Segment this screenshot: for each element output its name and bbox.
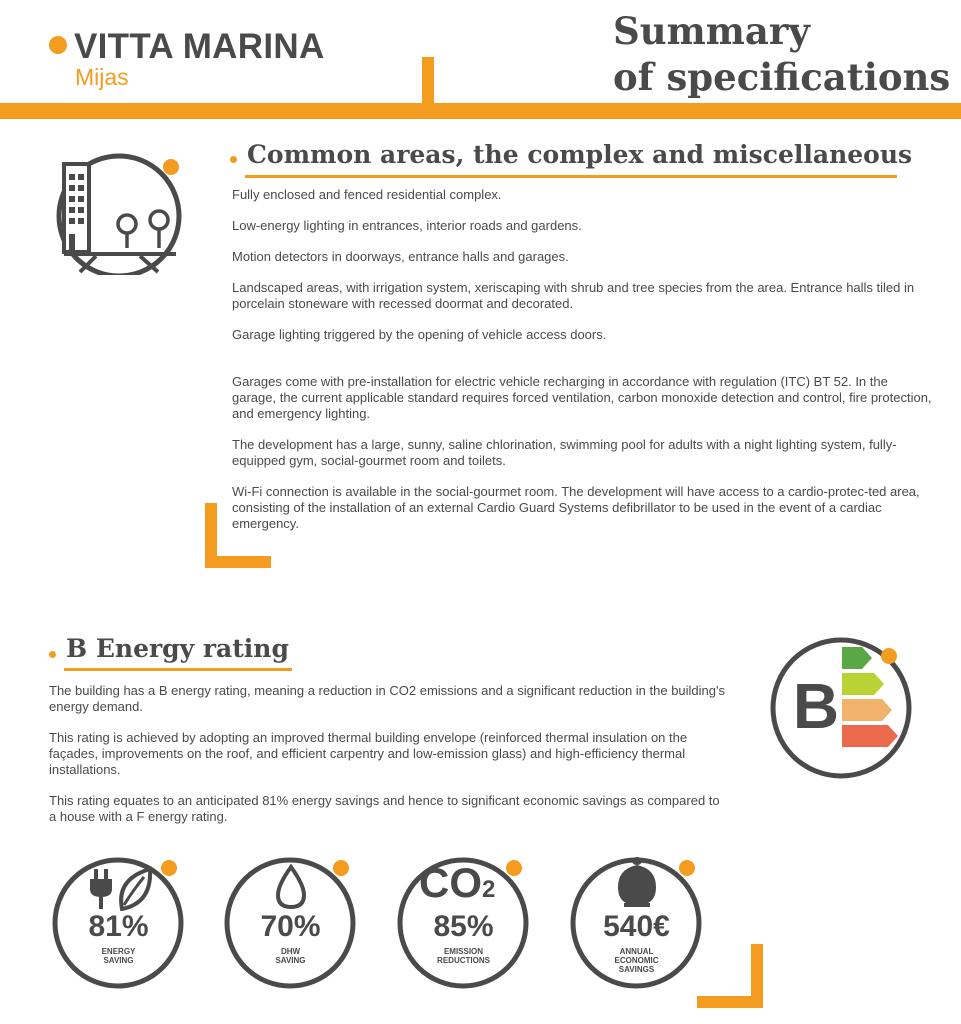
paragraph: Garages come with pre-installation for electric vehicle recharging in accordance with regulation (ITC) BT 52. In the garage, the current applicable standard requires forced ventilation, carbon monoxide detection and control, fire protection, and emergency lighting.	[232, 374, 932, 421]
paragraph: Low-energy lighting in entrances, interior roads and gardens.	[232, 218, 582, 233]
stat-label	[564, 947, 709, 974]
paragraph: The building has a B energy rating, meaning a reduction in CO2 emissions and a significant reduction in the building's energy demand.	[49, 683, 725, 714]
stat-label-line: SAVING	[103, 956, 134, 965]
paragraph: Wi-Fi connection is available in the social-gourmet room. The development will have access to a cardio-protec-ted area, consisting of the installation of an external Cardio Guard Systems defibrillator to be used in the event of a cardiac emergency.	[232, 484, 920, 531]
corner-bracket-decoration	[697, 996, 763, 1008]
stat-value: 85%	[433, 910, 494, 943]
energy-saving-stat	[46, 855, 191, 990]
section-bullet-icon	[49, 651, 56, 658]
header-tick-divider	[422, 57, 434, 107]
energy-rating-badge-icon	[766, 633, 916, 783]
energy-rating-heading: B Energy rating	[66, 634, 289, 663]
stat-label-line: SAVINGS	[618, 965, 655, 974]
co2-icon-text: CO	[419, 859, 482, 906]
page-title-line-1: Summary	[613, 9, 810, 53]
stat-label-line: DHW	[280, 947, 301, 956]
piggy-bank-icon	[616, 855, 658, 909]
stat-label-line: ENERGY	[101, 947, 136, 956]
co2-icon	[419, 859, 519, 909]
brand-city: Mijas	[75, 64, 129, 90]
water-drop-icon	[274, 863, 308, 911]
stat-label-line: REDUCTIONS	[437, 956, 490, 965]
co2-icon-subscript: 2	[482, 876, 496, 903]
paragraph: Landscaped areas, with irrigation system, xeriscaping with shrub and tree species from the area. Entrance halls tiled in porcelain stoneware with recessed doormat and decorated.	[232, 280, 915, 311]
emission-reductions-stat	[391, 855, 536, 990]
common-areas-body	[232, 187, 932, 532]
dhw-saving-stat	[218, 855, 363, 990]
paragraph: This rating equates to an anticipated 81% energy savings and hence to significant economic savings as compared to a house with a F energy rating.	[49, 793, 720, 824]
stat-label-line: ECONOMIC	[614, 956, 659, 965]
plug-leaf-icon	[86, 863, 156, 911]
paragraph: Motion detectors in doorways, entrance halls and garages.	[232, 249, 569, 264]
page-title	[613, 8, 950, 100]
stat-label	[218, 947, 363, 965]
logo-dot-icon	[49, 36, 67, 54]
energy-rating-body	[49, 683, 729, 825]
stat-value: 540€	[603, 910, 670, 943]
residential-complex-icon	[44, 150, 194, 275]
stat-value: 81%	[88, 910, 149, 943]
annual-economic-savings-stat	[564, 855, 709, 990]
rating-letter: B	[792, 670, 840, 742]
header-bar-divider	[0, 103, 961, 119]
stat-label-line: ANNUAL	[619, 947, 654, 956]
section-bullet-icon	[230, 156, 237, 163]
paragraph: Garage lighting triggered by the opening of vehicle access doors.	[232, 327, 607, 342]
energy-rating-heading-underline	[64, 668, 292, 671]
paragraph: This rating is achieved by adopting an improved thermal building envelope (reinforced thermal insulation on the façades, improvements on the roof, and efficient carpentry and low-emission glass) and high-efficiency thermal installations.	[49, 730, 688, 777]
stat-label	[46, 947, 191, 965]
stat-value: 70%	[260, 910, 321, 943]
page-title-line-2: of specifications	[613, 55, 951, 99]
common-areas-heading-underline	[245, 175, 897, 178]
stat-label	[391, 947, 536, 965]
corner-bracket-decoration	[205, 556, 271, 568]
paragraph: Fully enclosed and fenced residential complex.	[232, 187, 502, 202]
common-areas-heading: Common areas, the complex and miscellaneous	[247, 140, 913, 169]
stat-label-line: SAVING	[275, 956, 306, 965]
brand-name: VITTA MARINA	[74, 27, 325, 66]
stat-label-line: EMISSION	[443, 947, 484, 956]
paragraph: The development has a large, sunny, saline chlorination, swimming pool for adults with a night lighting system, fully-equipped gym, social-gourmet room and toilets.	[232, 437, 897, 468]
